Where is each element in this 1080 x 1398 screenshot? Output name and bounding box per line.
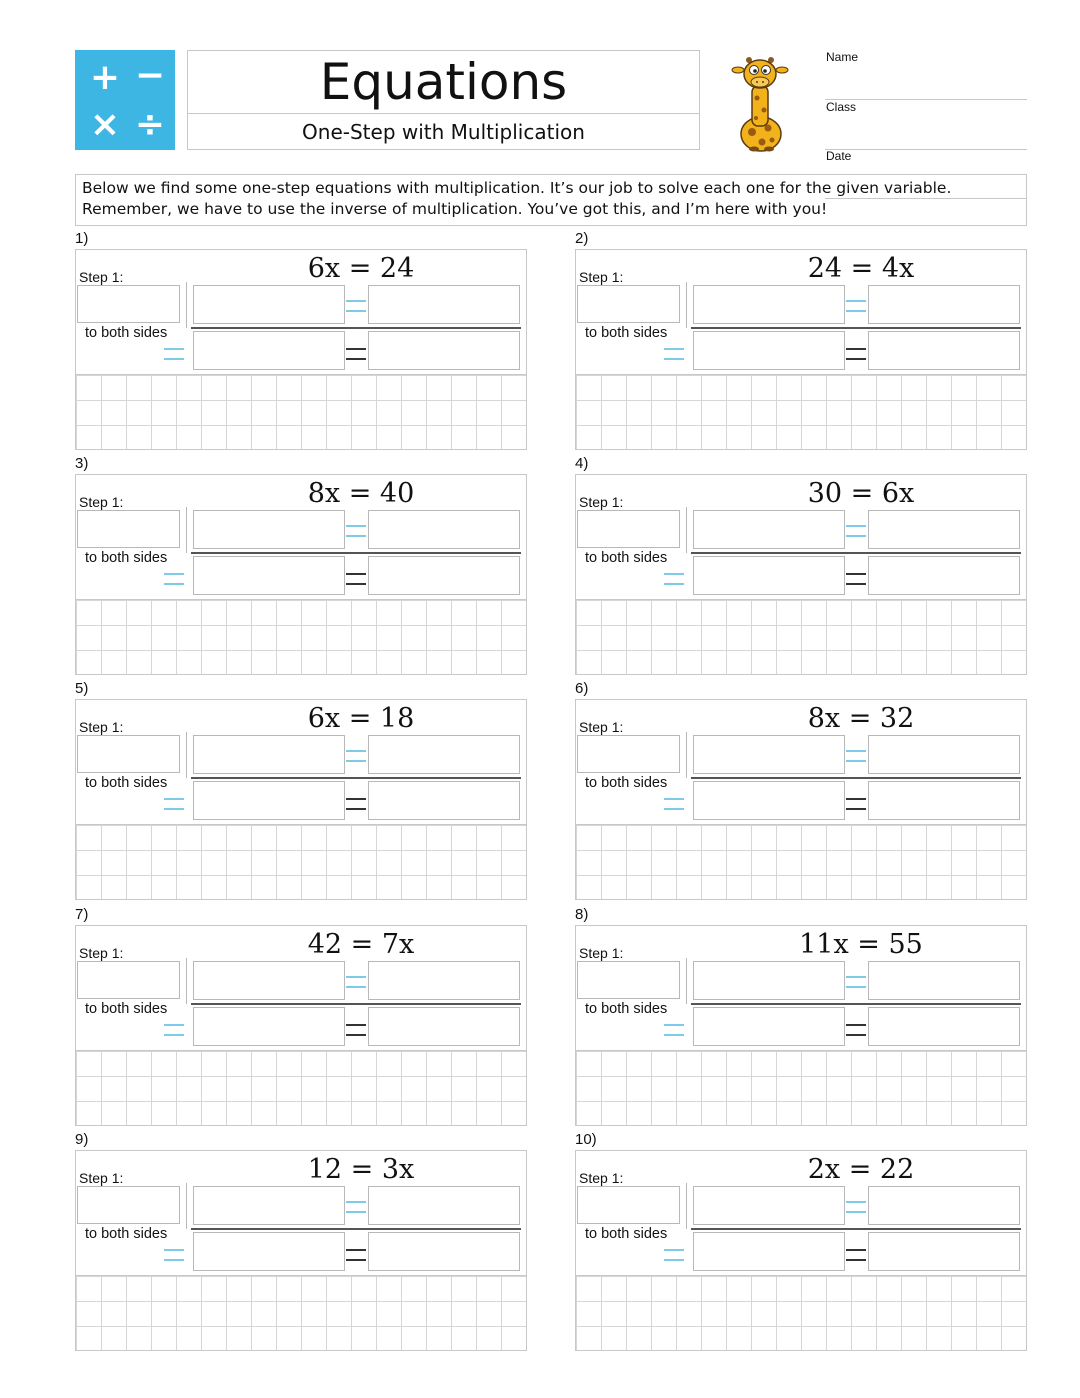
- both-sides-label: to both sides: [85, 775, 168, 791]
- problem-number: 2): [575, 230, 589, 247]
- scratch-grid[interactable]: [576, 824, 1027, 900]
- equals-icon: [164, 798, 184, 810]
- equals-icon: [346, 573, 366, 585]
- equals-icon: [164, 1249, 184, 1261]
- division-line: [191, 327, 521, 329]
- equals-icon: [346, 750, 366, 762]
- equals-icon: [164, 348, 184, 360]
- right-bottom-answer-box[interactable]: [368, 556, 520, 595]
- step-input-box[interactable]: [577, 735, 680, 773]
- left-top-answer-box[interactable]: [193, 735, 345, 774]
- scratch-grid[interactable]: [576, 599, 1027, 675]
- scratch-grid[interactable]: [76, 1050, 527, 1126]
- equals-icon: [846, 1201, 866, 1213]
- equals-icon: [164, 573, 184, 585]
- both-sides-label: to both sides: [85, 550, 168, 566]
- right-bottom-answer-box[interactable]: [868, 1232, 1020, 1271]
- right-bottom-answer-box[interactable]: [368, 781, 520, 820]
- equals-icon: [846, 798, 866, 810]
- both-sides-label: to both sides: [85, 1001, 168, 1017]
- equals-icon: [846, 348, 866, 360]
- right-top-answer-box[interactable]: [868, 510, 1020, 549]
- problem-4: [575, 455, 1027, 677]
- separator-line: [186, 282, 187, 328]
- both-sides-label: to both sides: [85, 1226, 168, 1242]
- problem-3: [75, 455, 527, 677]
- equation: 42 = 7x: [307, 929, 415, 960]
- problem-number: 3): [75, 455, 89, 472]
- instructions-text: Below we find some one-step equations with multiplication. It’s our job to solve each one for the given variable. Remember, we have to use the inverse of multiplication. You’ve got this, and I’m here with you!: [75, 174, 1027, 226]
- problem-number: 8): [575, 906, 589, 923]
- problem-card: [575, 1150, 1027, 1351]
- right-bottom-answer-box[interactable]: [368, 331, 520, 370]
- problem-number: 4): [575, 455, 589, 472]
- right-bottom-answer-box[interactable]: [868, 331, 1020, 370]
- separator-line: [686, 282, 687, 328]
- class-label: Class: [826, 100, 857, 114]
- problem-number: 1): [75, 230, 89, 247]
- equals-icon: [346, 300, 366, 312]
- left-bottom-answer-box[interactable]: [693, 1232, 845, 1271]
- step-label: Step 1:: [579, 1170, 624, 1186]
- right-top-answer-box[interactable]: [368, 735, 520, 774]
- problem-card: [75, 474, 527, 675]
- both-sides-label: to both sides: [585, 325, 668, 341]
- equals-icon: [846, 573, 866, 585]
- right-top-answer-box[interactable]: [368, 961, 520, 1000]
- scratch-grid[interactable]: [76, 374, 527, 450]
- step-label: Step 1:: [79, 269, 124, 285]
- right-top-answer-box[interactable]: [368, 1186, 520, 1225]
- left-top-answer-box[interactable]: [193, 510, 345, 549]
- division-line: [691, 1003, 1021, 1005]
- equals-icon: [846, 1024, 866, 1036]
- title-divider: [188, 113, 699, 114]
- left-top-answer-box[interactable]: [693, 735, 845, 774]
- left-bottom-answer-box[interactable]: [193, 331, 345, 370]
- equals-icon: [846, 525, 866, 537]
- class-field[interactable]: [825, 100, 1027, 150]
- division-line: [691, 777, 1021, 779]
- separator-line: [186, 1183, 187, 1229]
- equals-icon: [664, 798, 684, 810]
- step-input-box[interactable]: [77, 285, 180, 323]
- scratch-grid[interactable]: [576, 1050, 1027, 1126]
- name-label: Name: [826, 50, 859, 64]
- equation: 24 = 4x: [807, 253, 915, 284]
- equals-icon: [846, 300, 866, 312]
- step-input-box[interactable]: [577, 961, 680, 999]
- problem-card: [575, 699, 1027, 900]
- separator-line: [686, 1183, 687, 1229]
- equals-icon: [664, 1249, 684, 1261]
- left-bottom-answer-box[interactable]: [193, 1007, 345, 1046]
- equals-icon: [846, 750, 866, 762]
- separator-line: [186, 732, 187, 778]
- problem-5: [75, 680, 527, 902]
- step-input-box[interactable]: [577, 1186, 680, 1224]
- left-top-answer-box[interactable]: [693, 285, 845, 324]
- problem-number: 6): [575, 680, 589, 697]
- equals-icon: [346, 976, 366, 988]
- right-top-answer-box[interactable]: [868, 735, 1020, 774]
- scratch-grid[interactable]: [76, 599, 527, 675]
- both-sides-label: to both sides: [585, 1226, 668, 1242]
- both-sides-label: to both sides: [85, 325, 168, 341]
- step-input-box[interactable]: [77, 510, 180, 548]
- problem-2: [575, 230, 1027, 452]
- equals-icon: [346, 525, 366, 537]
- left-top-answer-box[interactable]: [193, 285, 345, 324]
- equals-icon: [164, 1024, 184, 1036]
- left-top-answer-box[interactable]: [693, 510, 845, 549]
- minus-icon: −: [134, 55, 166, 96]
- left-bottom-answer-box[interactable]: [693, 556, 845, 595]
- problem-1: [75, 230, 527, 452]
- both-sides-label: to both sides: [585, 775, 668, 791]
- problem-card: [575, 925, 1027, 1126]
- left-bottom-answer-box[interactable]: [693, 1007, 845, 1046]
- step-input-box[interactable]: [77, 1186, 180, 1224]
- times-icon: ×: [89, 104, 121, 145]
- right-top-answer-box[interactable]: [868, 961, 1020, 1000]
- step-label: Step 1:: [579, 269, 624, 285]
- equation: 11x = 55: [799, 929, 923, 960]
- equals-icon: [846, 1249, 866, 1261]
- equation: 8x = 40: [307, 478, 415, 509]
- scratch-grid[interactable]: [576, 374, 1027, 450]
- division-line: [191, 777, 521, 779]
- separator-line: [686, 958, 687, 1004]
- problem-7: [75, 906, 527, 1128]
- both-sides-label: to both sides: [585, 1001, 668, 1017]
- equation: 6x = 24: [307, 253, 415, 284]
- name-field[interactable]: [825, 50, 1027, 100]
- giraffe-icon: [728, 48, 792, 152]
- step-label: Step 1:: [79, 1170, 124, 1186]
- left-bottom-answer-box[interactable]: [193, 1232, 345, 1271]
- division-line: [191, 1228, 521, 1230]
- equals-icon: [664, 1024, 684, 1036]
- step-input-box[interactable]: [77, 735, 180, 773]
- right-bottom-answer-box[interactable]: [368, 1007, 520, 1046]
- problem-number: 10): [575, 1131, 597, 1148]
- right-bottom-answer-box[interactable]: [868, 556, 1020, 595]
- problem-10: [575, 1131, 1027, 1353]
- separator-line: [686, 732, 687, 778]
- step-label: Step 1:: [79, 719, 124, 735]
- equation: 30 = 6x: [807, 478, 915, 509]
- division-line: [691, 552, 1021, 554]
- separator-line: [686, 507, 687, 553]
- step-label: Step 1:: [579, 719, 624, 735]
- divide-icon: ÷: [134, 104, 166, 145]
- plus-icon: +: [89, 57, 121, 98]
- division-line: [191, 1003, 521, 1005]
- problem-card: [575, 249, 1027, 450]
- right-bottom-answer-box[interactable]: [868, 1007, 1020, 1046]
- left-top-answer-box[interactable]: [693, 961, 845, 1000]
- problem-card: [75, 699, 527, 900]
- problem-6: [575, 680, 1027, 902]
- equation: 8x = 32: [807, 703, 915, 734]
- equals-icon: [346, 1201, 366, 1213]
- equals-icon: [346, 798, 366, 810]
- equation: 6x = 18: [307, 703, 415, 734]
- page-title: Equations: [319, 53, 568, 111]
- equation: 2x = 22: [807, 1154, 915, 1185]
- page-subtitle: One-Step with Multiplication: [302, 120, 585, 144]
- problem-card: [75, 249, 527, 450]
- problem-number: 7): [75, 906, 89, 923]
- equals-icon: [346, 1249, 366, 1261]
- equals-icon: [346, 348, 366, 360]
- problem-number: 9): [75, 1131, 89, 1148]
- equation: 12 = 3x: [307, 1154, 415, 1185]
- right-bottom-answer-box[interactable]: [868, 781, 1020, 820]
- right-top-answer-box[interactable]: [868, 285, 1020, 324]
- left-top-answer-box[interactable]: [193, 961, 345, 1000]
- scratch-grid[interactable]: [76, 1275, 527, 1351]
- left-top-answer-box[interactable]: [693, 1186, 845, 1225]
- step-label: Step 1:: [579, 945, 624, 961]
- problem-card: [575, 474, 1027, 675]
- right-top-answer-box[interactable]: [868, 1186, 1020, 1225]
- step-input-box[interactable]: [577, 510, 680, 548]
- equals-icon: [664, 573, 684, 585]
- math-operations-logo: [75, 50, 175, 150]
- problem-8: [575, 906, 1027, 1128]
- step-label: Step 1:: [79, 945, 124, 961]
- step-input-box[interactable]: [77, 961, 180, 999]
- right-bottom-answer-box[interactable]: [368, 1232, 520, 1271]
- problem-number: 5): [75, 680, 89, 697]
- left-bottom-answer-box[interactable]: [193, 556, 345, 595]
- separator-line: [186, 958, 187, 1004]
- left-bottom-answer-box[interactable]: [193, 781, 345, 820]
- scratch-grid[interactable]: [76, 824, 527, 900]
- problem-9: [75, 1131, 527, 1353]
- problem-card: [75, 925, 527, 1126]
- equals-icon: [664, 348, 684, 360]
- equals-icon: [846, 976, 866, 988]
- problem-card: [75, 1150, 527, 1351]
- step-input-box[interactable]: [577, 285, 680, 323]
- scratch-grid[interactable]: [576, 1275, 1027, 1351]
- left-top-answer-box[interactable]: [193, 1186, 345, 1225]
- title-box: [187, 50, 700, 150]
- equals-icon: [346, 1024, 366, 1036]
- step-label: Step 1:: [79, 494, 124, 510]
- division-line: [191, 552, 521, 554]
- right-top-answer-box[interactable]: [368, 510, 520, 549]
- left-bottom-answer-box[interactable]: [693, 331, 845, 370]
- right-top-answer-box[interactable]: [368, 285, 520, 324]
- date-label: Date: [826, 149, 852, 163]
- left-bottom-answer-box[interactable]: [693, 781, 845, 820]
- division-line: [691, 1228, 1021, 1230]
- step-label: Step 1:: [579, 494, 624, 510]
- division-line: [691, 327, 1021, 329]
- separator-line: [186, 507, 187, 553]
- both-sides-label: to both sides: [585, 550, 668, 566]
